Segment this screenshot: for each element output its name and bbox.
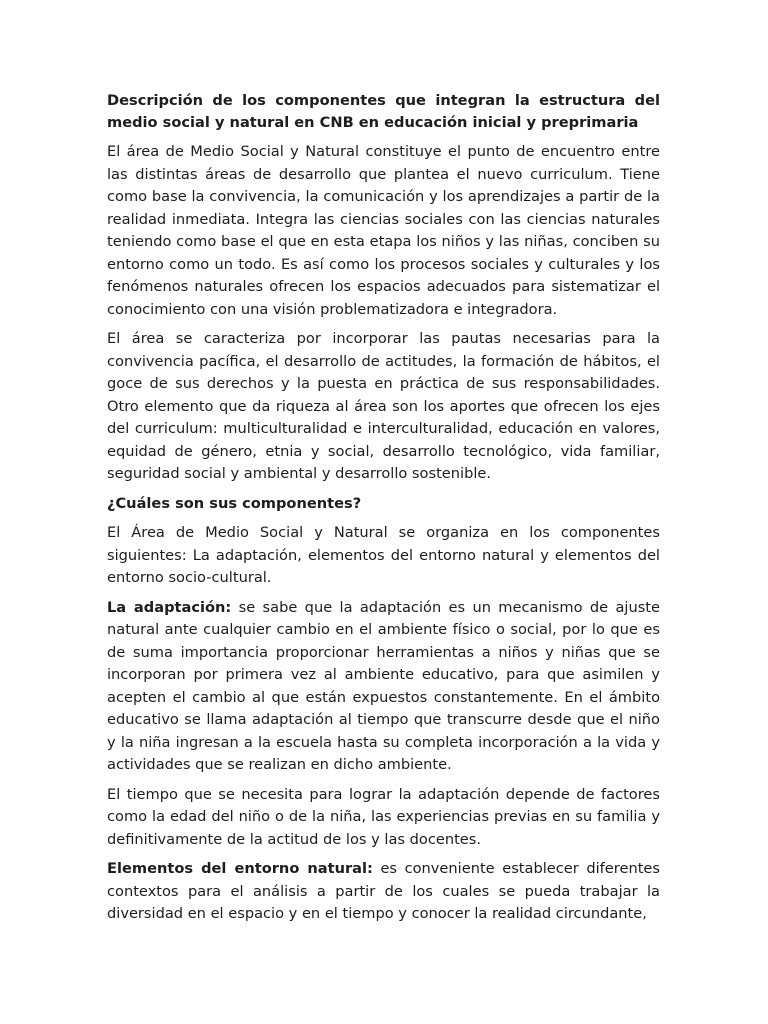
components-intro-paragraph: El Área de Medio Social y Natural se organiza en los componentes siguientes: La adaptación, elementos del entorno natural y elementos del entorno socio-cultural. [107,524,660,586]
document-title: Descripción de los componentes que integran la estructura del medio social y natural en CNB en educación inicial y preprimaria [107,92,660,131]
natural-elements-paragraph [107,858,660,926]
adaptation-text: se sabe que la adaptación es un mecanismo de ajuste natural ante cualquier cambio en el ambiente físico o social, por lo que es de suma importancia proporcionar herramientas a niños y niñas que se incorporan por primera vez al ambiente educativo, para que asimilen y acepten el cambio al que están expuestos constantemente. En el ámbito educativo se llama adaptación al tiempo que transcurre desde que el niño y la niña ingresan a la escuela hasta su completa incorporación a la vida y actividades que se realizan en dicho ambiente. [107,598,661,773]
adaptation-paragraph [107,597,660,777]
adaptation-lead: La adaptación: [107,598,232,616]
intro-paragraph-1: El área de Medio Social y Natural constituye el punto de encuentro entre las distintas áreas de desarrollo que plantea el nuevo curriculum. Tiene como base la convivencia, la comunicación y los aprendizajes a partir de la realidad inmediata. Integra las ciencias sociales con las ciencias naturales teniendo como base el que en esta etapa los niños y las niñas, conciben su entorno como un todo. Es así como los procesos sociales y culturales y los fenómenos naturales ofrecen los espacios adecuados para sistematizar el conocimiento con una visión problematizadora e integradora. [107,143,660,318]
components-heading: ¿Cuáles son sus componentes? [107,494,362,512]
natural-elements-text: es conveniente establecer diferentes contextos para el análisis a partir de los cuales se pueda trabajar la diversidad en el espacio y en el tiempo y conocer la realidad circundante, [107,860,660,922]
document-page [107,90,660,933]
adaptation-time-paragraph: El tiempo que se necesita para lograr la adaptación depende de factores como la edad del niño o de la niña, las experiencias previas en su familia y definitivamente de la actitud de los y las docentes. [107,785,660,848]
natural-elements-lead: Elementos del entorno natural: [107,860,373,877]
intro-paragraph-2: El área se caracteriza por incorporar las pautas necesarias para la convivencia pacífica, el desarrollo de actitudes, la formación de hábitos, el goce de sus derechos y la puesta en práctica de sus responsabilidades. Otro elemento que da riqueza al área son los aportes que ofrecen los ejes del curriculum: multiculturalidad e interculturalidad, educación en valores, equidad de género, etnia y social, desarrollo tecnológico, vida familiar, seguridad social y ambiental y desarrollo sostenible. [107,330,660,482]
